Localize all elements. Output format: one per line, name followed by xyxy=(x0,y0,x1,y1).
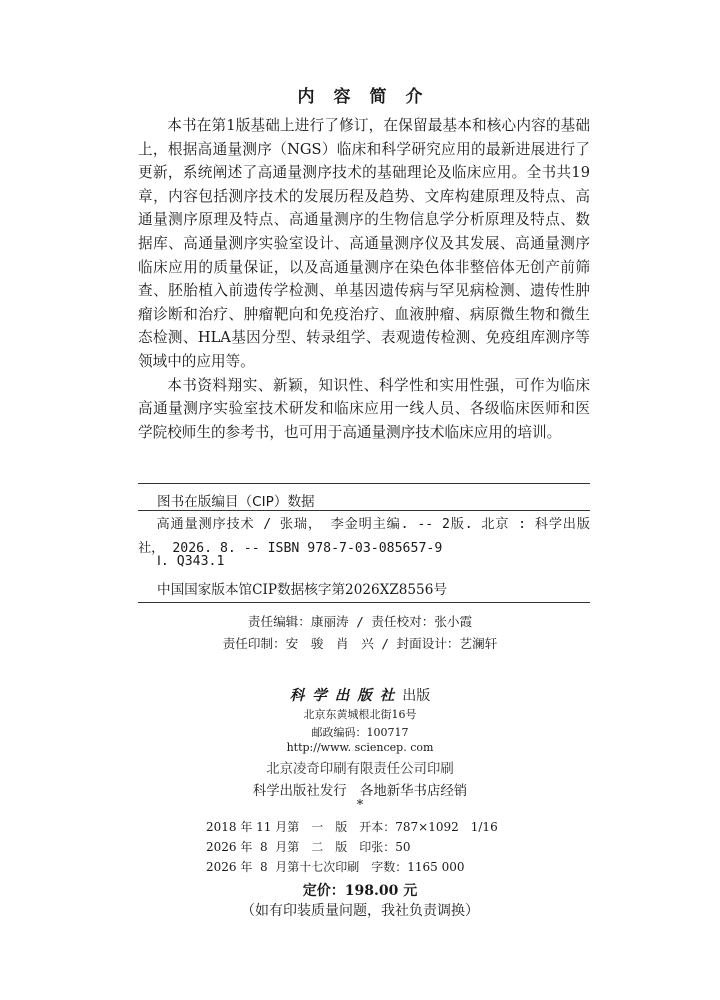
edition-row-2: 2026 年 8 月第 二 版 印张：50 xyxy=(206,840,411,854)
publisher-address: 北京东黄城根北街16号 xyxy=(303,708,417,721)
summary-paragraph-2: 本书资料翔实、新颖，知识性、科学性和实用性强，可作为临床高通量测序实验室技术研发和临床应用一线人员、各级临床医师和医学院校师生的参考书，也可用于高通量测序技术临床应用的培训。 xyxy=(138,376,590,441)
edition-row-3: 2026 年 8 月第十七次印刷 字数：1165 000 xyxy=(206,860,465,874)
production-credits: 责任印制：安 骏 肖 兴 / 封面设计：艺澜轩 xyxy=(222,636,498,651)
cip-record-text: 高通量测序技术 / 张瑞， 李金明主编. -- 2版. 北京 : 科学出版社， 2026. 8. -- ISBN 978-7-03-085657-9 xyxy=(138,517,590,556)
publisher-line xyxy=(0,684,720,705)
publisher-postcode: 邮政编码：100717 xyxy=(311,726,409,739)
editor-credits: 责任编辑：康丽涛 / 责任校对：张小霞 xyxy=(247,614,473,629)
publisher-suffix: 出版 xyxy=(402,688,431,704)
cip-heading: 图书在版编目（CIP）数据 xyxy=(157,494,315,510)
price: 定价：198.00 元 xyxy=(302,883,418,899)
distribution-info: 科学出版社发行 各地新华书店经销 xyxy=(252,784,468,799)
publisher-logo: 科学出版社 xyxy=(289,687,403,704)
cip-heading-rule xyxy=(138,510,590,511)
cip-bottom-rule xyxy=(138,602,590,603)
summary-paragraph-1: 本书在第1版基础上进行了修订，在保留最基本和核心内容的基础上，根据高通量测序（NGS）临床和科学研究应用的最新进展进行了更新，系统阐述了高通量测序技术的基础理论及临床应用。全书共19章，内容包括测序技术的发展历程及趋势、文库构建原理及特点、高通量测序原理及特点、高通量测序的生物信息学分析原理及特点、数据库、高通量测序实验室设计、高通量测序仪及其发展、高通量测序临床应用的质量保证，以及高通量测序在染色体非整倍体无创产前筛查、胚胎植入前遗传学检测、单基因遗传病与罕见病检测、遗传性肿瘤诊断和治疗、肿瘤靶向和免疫治疗、血液肿瘤、病原微生物和微生态检测、HLA基因分型、转录组学、表观遗传检测、免疫组库测序等领域中的应用等。 xyxy=(138,117,590,370)
cip-classification: Ⅰ. Q343.1 xyxy=(157,554,225,569)
quality-notice: （如有印装质量问题，我社负责调换） xyxy=(241,903,479,919)
summary-title: 内容简介 xyxy=(297,87,442,107)
printer-info: 北京凌奇印刷有限责任公司印刷 xyxy=(266,762,454,777)
publisher-url: http://www. sciencep. com xyxy=(286,741,434,754)
cip-top-rule xyxy=(138,483,590,484)
summary-text xyxy=(138,114,590,444)
cip-verification: 中国国家版本馆CIP数据核字第2026XZ8556号 xyxy=(157,582,447,598)
edition-row-1: 2018 年 11 月第 一 版 开本：787×1092 1/16 xyxy=(206,820,498,834)
separator-mark: * xyxy=(356,798,364,813)
